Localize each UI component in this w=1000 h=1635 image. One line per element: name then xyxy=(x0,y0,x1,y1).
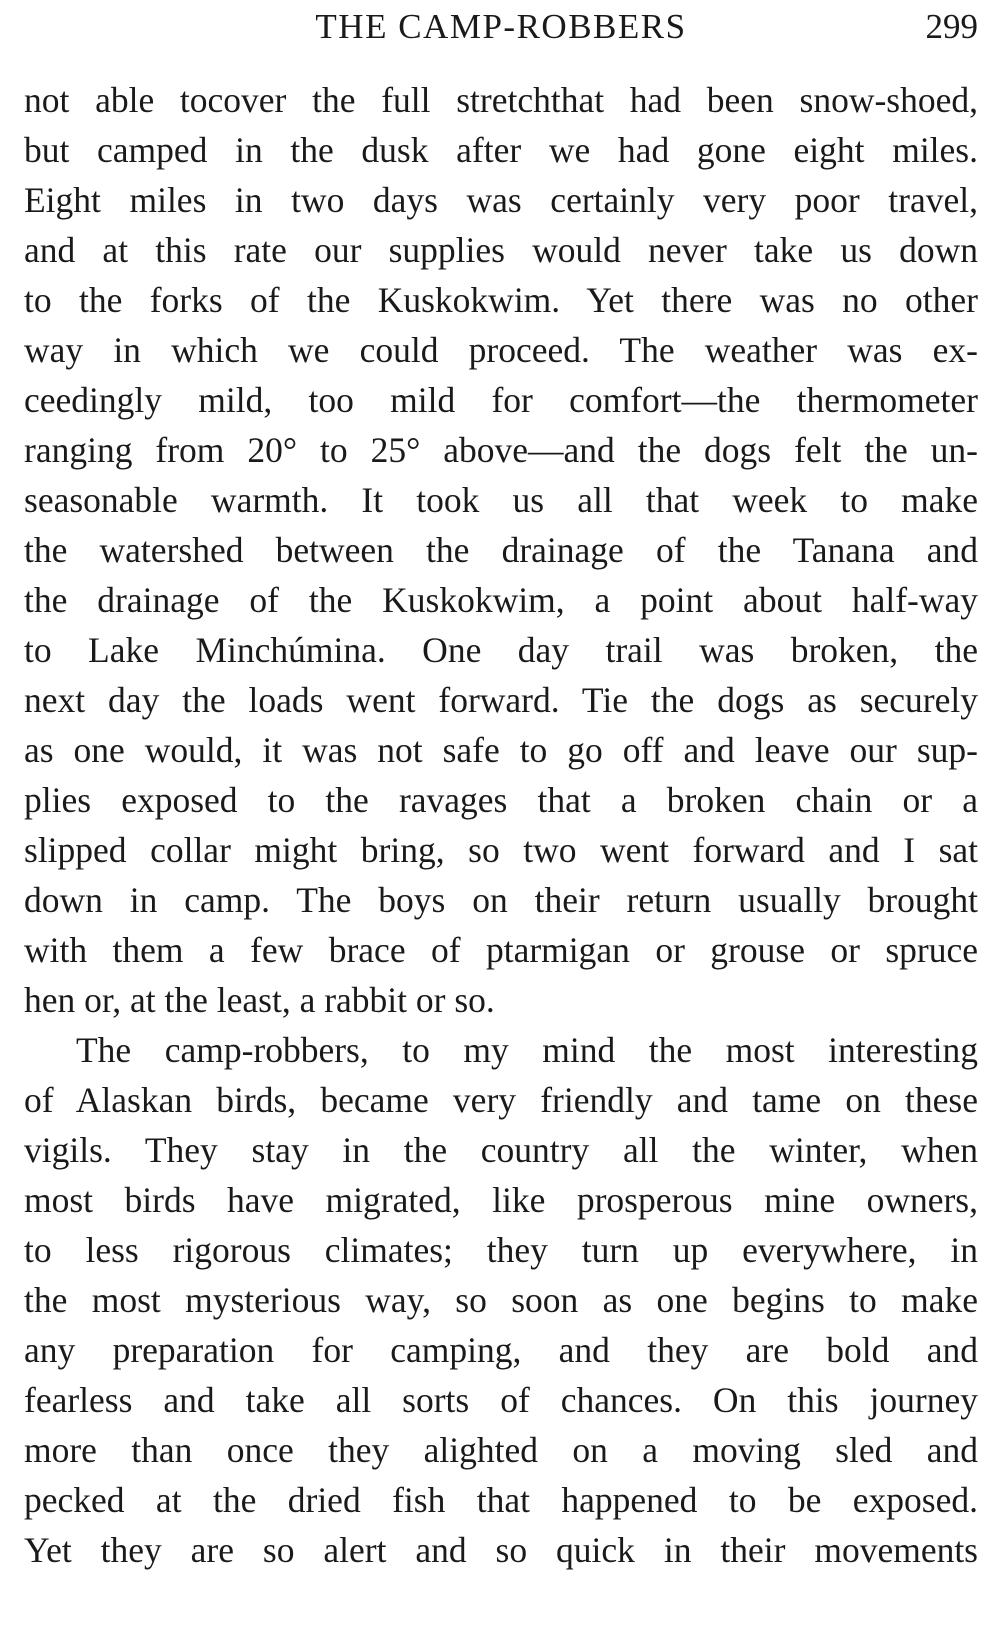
running-head xyxy=(24,2,978,52)
body-text xyxy=(24,75,978,1575)
text-line: with them a few brace of ptarmigan or grouse or spruce xyxy=(24,930,978,970)
text-line: and at this rate our supplies would never take us down xyxy=(24,230,978,270)
text-line: seasonable warmth. It took us all that week to make xyxy=(24,480,978,520)
text-line: pecked at the dried fish that happened to be exposed. xyxy=(24,1480,978,1520)
text-line: any preparation for camping, and they are bold and xyxy=(24,1330,978,1370)
text-line: fearless and take all sorts of chances. On this journey xyxy=(24,1380,978,1420)
text-line: Yet they are so alert and so quick in their movements xyxy=(24,1530,978,1570)
paragraph-end-line: hen or, at the least, a rabbit or so. xyxy=(24,980,495,1020)
text-line: ceedingly mild, too mild for comfort—the thermometer xyxy=(24,380,978,420)
text-line: down in camp. The boys on their return usually brought xyxy=(24,880,978,920)
text-line: vigils. They stay in the country all the winter, when xyxy=(24,1130,978,1170)
running-title: THE CAMP-ROBBERS xyxy=(315,7,687,46)
text-line: to less rigorous climates; they turn up everywhere, in xyxy=(24,1230,978,1270)
text-line: more than once they alighted on a moving sled and xyxy=(24,1430,978,1470)
text-line: but camped in the dusk after we had gone eight miles. xyxy=(24,130,978,170)
paragraph-start-line: The camp-robbers, to my mind the most interesting xyxy=(76,1030,978,1070)
text-line: the drainage of the Kuskokwim, a point about half-way xyxy=(24,580,978,620)
text-line: way in which we could proceed. The weather was ex- xyxy=(24,330,978,370)
text-line: slipped collar might bring, so two went forward and I sat xyxy=(24,830,978,870)
text-line: to Lake Minchúmina. One day trail was broken, the xyxy=(24,630,978,670)
text-line: next day the loads went forward. Tie the dogs as securely xyxy=(24,680,978,720)
text-line: the most mysterious way, so soon as one begins to make xyxy=(24,1280,978,1320)
text-line: of Alaskan birds, became very friendly and tame on these xyxy=(24,1080,978,1120)
text-line: Eight miles in two days was certainly very poor travel, xyxy=(24,180,978,220)
text-line: as one would, it was not safe to go off and leave our sup- xyxy=(24,730,978,770)
text-line: not able tocover the full stretchthat had been snow-shoed, xyxy=(24,80,978,120)
text-line: the watershed between the drainage of the Tanana and xyxy=(24,530,978,570)
text-line: ranging from 20° to 25° above—and the dogs felt the un- xyxy=(24,430,978,470)
text-line: plies exposed to the ravages that a broken chain or a xyxy=(24,780,978,820)
page-number: 299 xyxy=(925,7,978,46)
text-line: most birds have migrated, like prosperous mine owners, xyxy=(24,1180,978,1220)
text-line: to the forks of the Kuskokwim. Yet there was no other xyxy=(24,280,978,320)
